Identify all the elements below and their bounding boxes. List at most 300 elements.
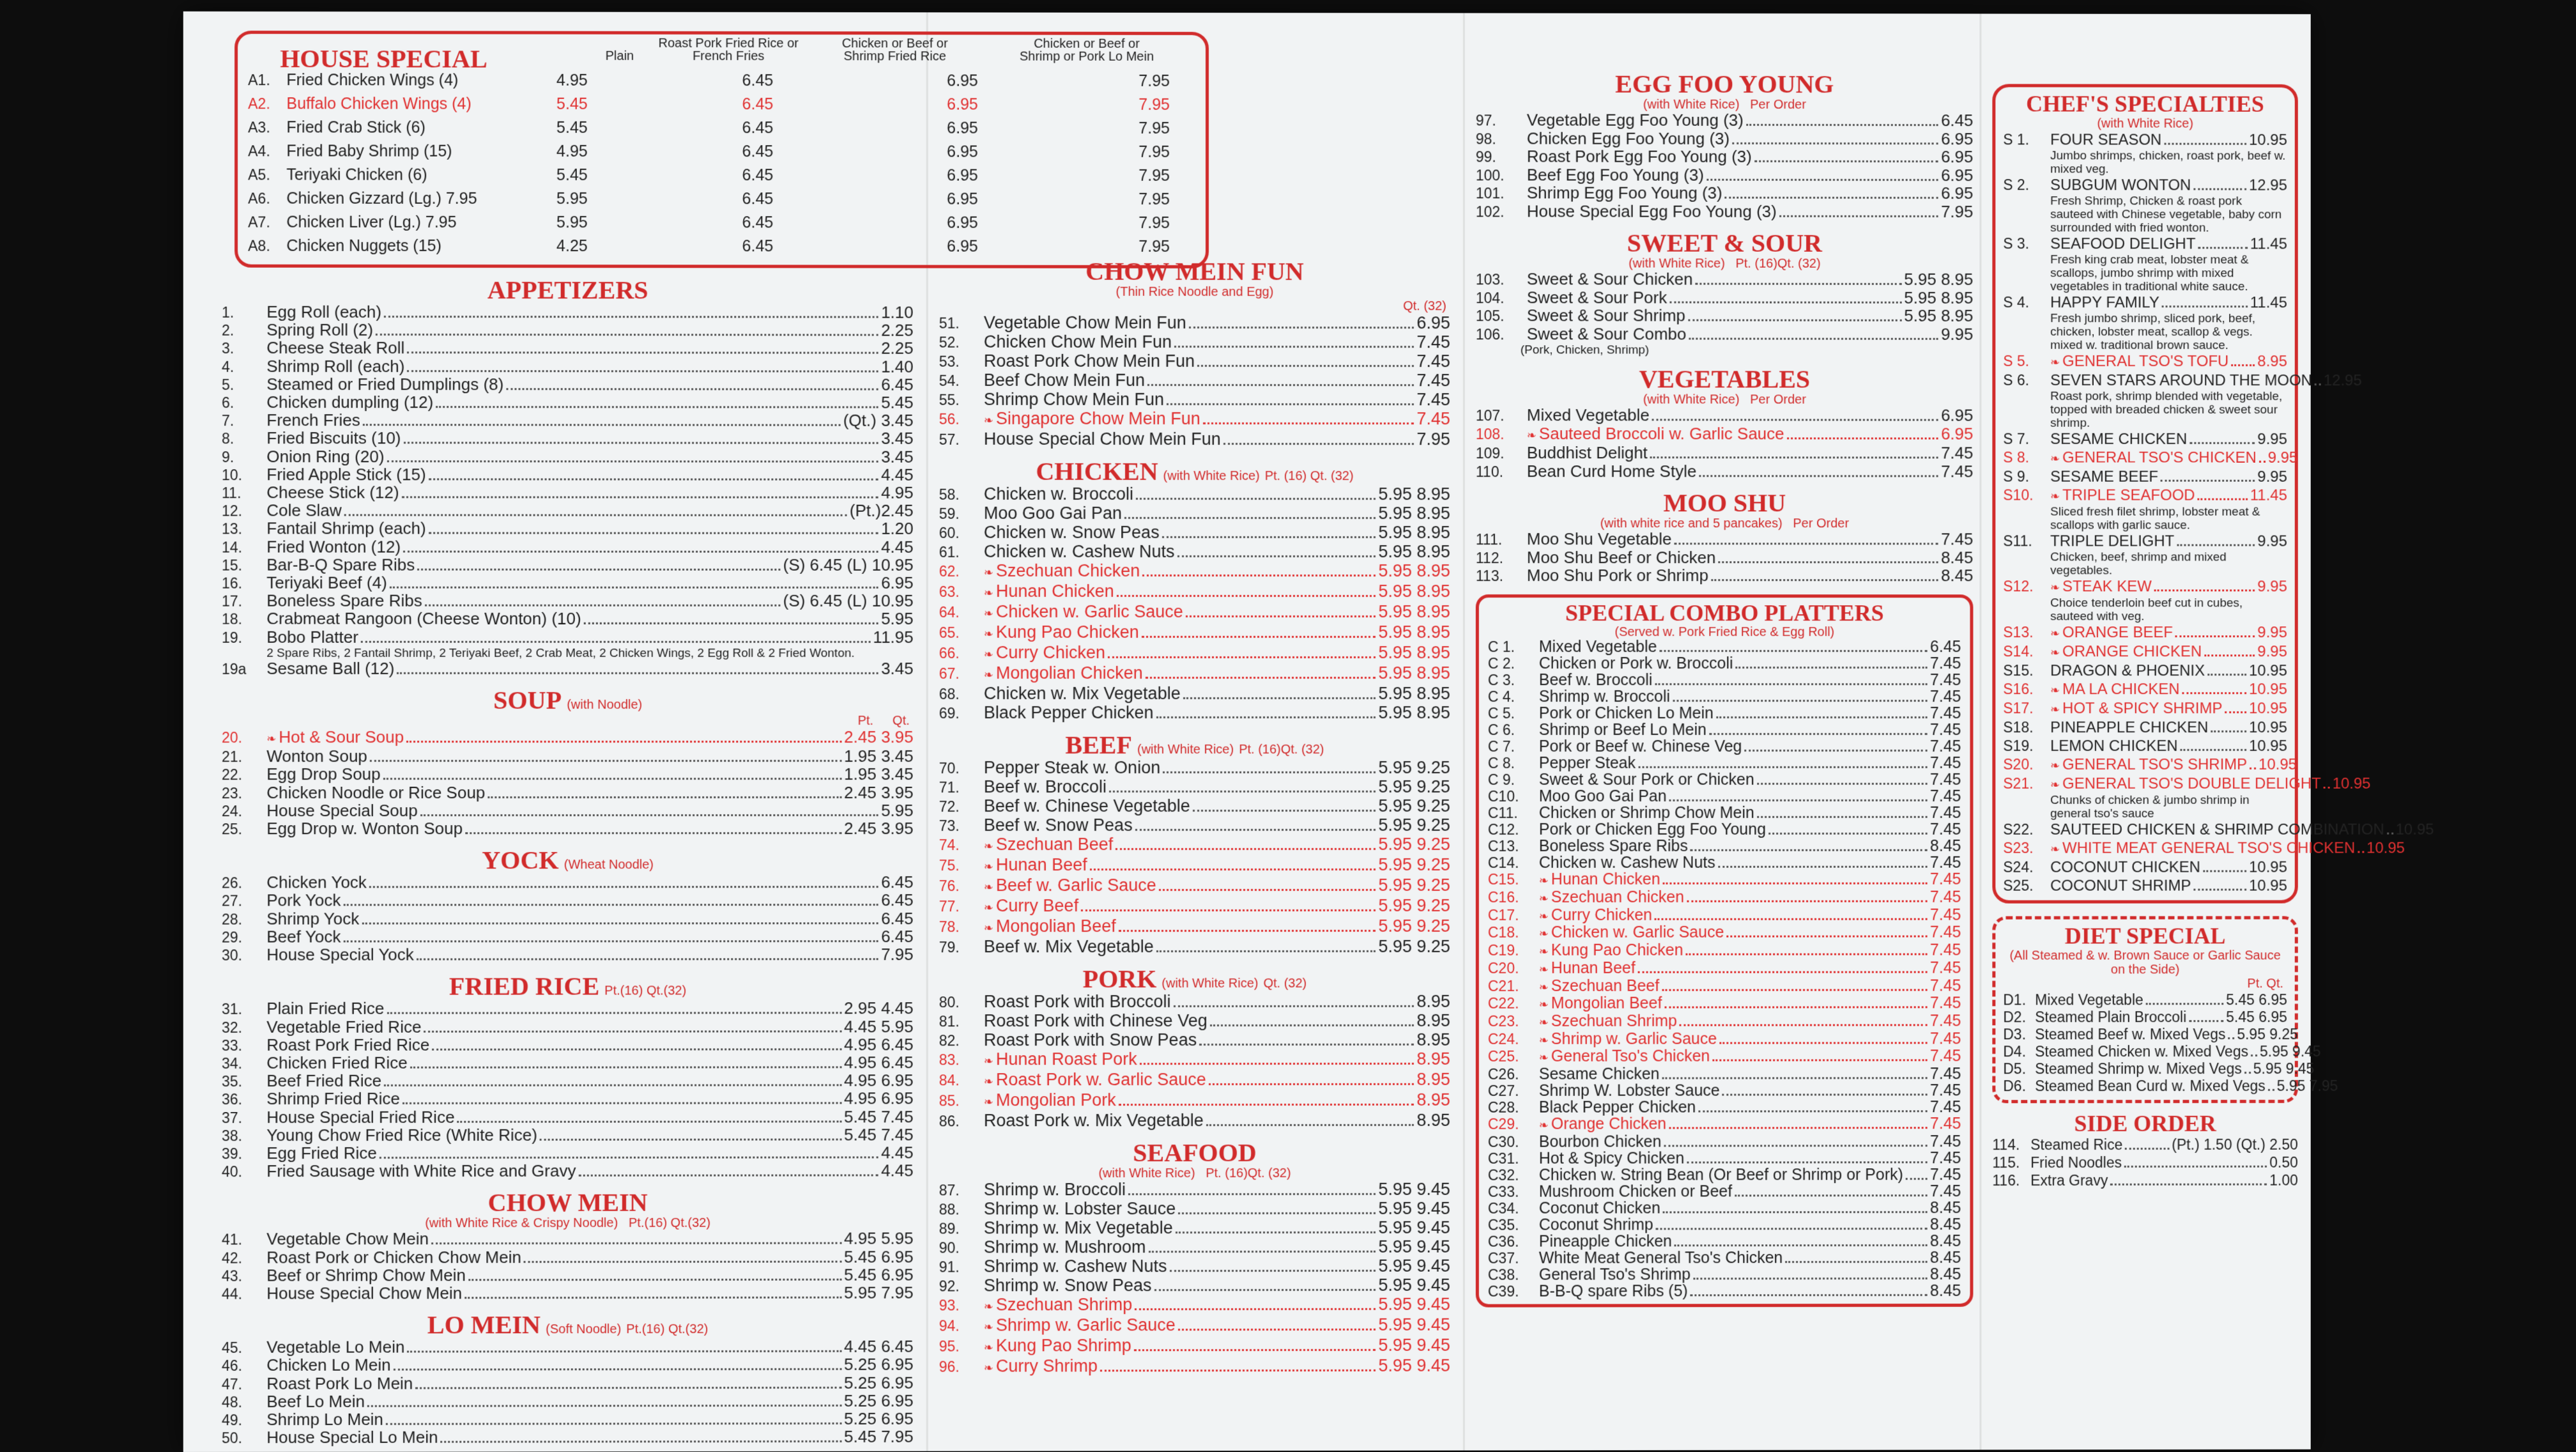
item-price: 5.95 8.95 xyxy=(1378,622,1450,642)
menu-item xyxy=(222,910,914,929)
menu-item xyxy=(248,163,1195,188)
item-name: Pork or Chicken Egg Foo Young xyxy=(1538,821,1767,839)
item-number: C25. xyxy=(1487,1048,1519,1065)
item-name: Mushroom Chicken or Beef xyxy=(1538,1182,1733,1201)
item-number: 29. xyxy=(222,929,243,946)
item-number: C24. xyxy=(1487,1030,1519,1047)
item-price: 5.95 9.45 xyxy=(1378,1355,1450,1375)
item-name: House Special Yock xyxy=(266,945,414,964)
dot-leader xyxy=(1177,555,1376,557)
dot-leader xyxy=(1736,667,1928,668)
item-number: 75. xyxy=(939,857,960,874)
item-name: Shrimp w. Broccoli xyxy=(983,1180,1126,1200)
item-name: Black Pepper Chicken xyxy=(983,702,1154,722)
vegetables-list xyxy=(1476,406,1974,481)
lo-mein-section xyxy=(222,1311,914,1448)
item-name: GENERAL TSO'S DOUBLE DELIGHT xyxy=(2062,775,2321,792)
yock-list xyxy=(222,874,914,964)
item-price: 7.95 xyxy=(1138,119,1170,137)
item-price: 10.95 xyxy=(2249,877,2287,895)
item-number: 76. xyxy=(939,877,960,895)
item-name: Mixed Vegetable xyxy=(1526,405,1650,425)
dot-leader xyxy=(2182,692,2246,694)
dot-leader xyxy=(1142,575,1376,576)
item-price: 5.95 9.45 xyxy=(2259,1042,2321,1060)
item-number: A2. xyxy=(248,95,270,112)
item-price: 5.95 8.95 xyxy=(1378,663,1450,683)
item-price: 6.45 xyxy=(881,872,914,892)
item-number: 33. xyxy=(222,1037,243,1054)
item-name: Vegetable Egg Foo Young (3) xyxy=(1526,110,1744,130)
dot-leader xyxy=(1675,1244,1928,1246)
dot-leader xyxy=(2387,832,2393,834)
item-name: Sweet & Sour Chicken xyxy=(1526,269,1693,289)
item-name: Roast Pork with Snow Peas xyxy=(983,1030,1197,1050)
item-number: 61. xyxy=(939,543,960,560)
egg-foo-young-section xyxy=(1476,70,1974,221)
dot-leader xyxy=(1746,124,1938,126)
item-price: 10.95 xyxy=(2249,737,2287,755)
dot-leader xyxy=(1745,750,1928,752)
chow-mein-list xyxy=(222,1230,914,1303)
column-header: Qt. (32) xyxy=(1263,976,1307,991)
item-price: 5.45 7.45 xyxy=(844,1106,914,1126)
subtitle-text: (with White Rice) xyxy=(1098,1166,1195,1181)
item-number: A4. xyxy=(248,143,270,160)
dot-leader xyxy=(1698,1110,1928,1112)
item-name: Hunan Roast Pork xyxy=(995,1049,1137,1069)
pepper-icon: ❧ xyxy=(2050,645,2060,659)
item-price: 11.45 xyxy=(2250,486,2287,504)
column-header: Pt. (16)Qt. (32) xyxy=(1239,742,1324,757)
item-name: Roast Pork Lo Mein xyxy=(266,1373,413,1393)
dot-leader xyxy=(407,1350,841,1353)
dot-leader xyxy=(344,514,847,516)
dot-leader xyxy=(2228,1037,2234,1039)
menu-item xyxy=(222,874,914,892)
pepper-icon: ❧ xyxy=(1538,998,1549,1011)
dot-leader xyxy=(1174,1005,1414,1007)
item-price: 5.25 6.95 xyxy=(844,1354,914,1375)
dot-leader xyxy=(1154,1289,1376,1291)
item-name: Shrimp w. Garlic Sauce xyxy=(995,1315,1176,1335)
item-name: Moo Shu Vegetable xyxy=(1526,529,1672,549)
dot-leader xyxy=(578,1175,878,1177)
dot-leader xyxy=(1135,829,1376,831)
item-number: 52. xyxy=(939,334,960,351)
item-number: 53. xyxy=(939,353,960,370)
menu-item xyxy=(1488,1250,1961,1267)
item-price: 7.45 xyxy=(1929,941,1961,959)
item-price: 11.45 xyxy=(2250,235,2287,253)
panel-right xyxy=(1992,33,2434,1430)
dot-leader xyxy=(384,1085,841,1086)
menu-item xyxy=(1488,789,1961,805)
dot-leader xyxy=(1787,437,1938,439)
item-name: Roast Pork w. Garlic Sauce xyxy=(995,1070,1206,1090)
item-number: 54. xyxy=(939,372,960,389)
menu-item xyxy=(1488,1083,1961,1099)
item-price: 10.95 xyxy=(2366,839,2405,857)
item-price: 5.95 9.45 xyxy=(1378,1275,1450,1295)
item-number: 114. xyxy=(1992,1136,2020,1154)
item-name: GENERAL TSO'S SHRIMP xyxy=(2062,755,2248,773)
item-number: 48. xyxy=(222,1393,243,1410)
dot-leader xyxy=(1223,443,1414,445)
item-price: 7.45 xyxy=(1929,671,1961,690)
item-price: 6.45 xyxy=(742,190,774,208)
house-special-list xyxy=(248,68,1195,259)
item-price: 6.95 xyxy=(947,143,978,161)
item-name: White Meat General Tso's Chicken xyxy=(1538,1248,1783,1267)
item-price: 7.45 xyxy=(1929,1132,1961,1150)
item-number: S21. xyxy=(2003,775,2034,792)
item-name: STEAK KEW xyxy=(2062,578,2152,596)
menu-item xyxy=(1488,890,1961,908)
item-price: 6.95 xyxy=(947,72,978,90)
dot-leader xyxy=(420,814,878,816)
dot-leader xyxy=(2324,787,2330,789)
item-number: 31. xyxy=(222,1001,243,1018)
dot-leader xyxy=(402,496,878,498)
subtitle-text: (with White Rice) xyxy=(1643,392,1740,407)
section-note: (Soft Noodle) xyxy=(546,1322,622,1337)
item-price: 7.45 xyxy=(1929,787,1961,806)
item-name: Hunan Chicken xyxy=(1551,870,1660,889)
menu-item xyxy=(939,1070,1450,1092)
item-number: 43. xyxy=(222,1267,243,1285)
item-name: MA LA CHICKEN xyxy=(2062,680,2180,698)
dot-leader xyxy=(2250,768,2256,769)
column-header: Qt. (32) xyxy=(1403,299,1446,314)
menu-item xyxy=(222,1054,914,1072)
menu-item xyxy=(222,1000,914,1019)
item-name: Hunan Beef xyxy=(995,855,1087,875)
item-name: Bourbon Chicken xyxy=(1538,1132,1662,1151)
item-number: 28. xyxy=(222,911,243,928)
pork-list xyxy=(939,992,1450,1131)
item-number: C23. xyxy=(1487,1012,1519,1030)
pepper-icon: ❧ xyxy=(1538,962,1549,976)
item-number: C15. xyxy=(1487,871,1519,888)
item-number: C 6. xyxy=(1487,722,1515,739)
dot-leader xyxy=(1906,1178,1928,1180)
item-price: 4.45 xyxy=(881,1161,914,1180)
item-number: 46. xyxy=(222,1357,243,1375)
fold-line xyxy=(1463,13,1465,1450)
sweet-sour-section xyxy=(1476,229,1974,357)
item-name: Moo Goo Gai Pan xyxy=(1538,787,1667,806)
section-title: EGG FOO YOUNG xyxy=(1615,69,1834,99)
item-number: 44. xyxy=(222,1285,243,1302)
menu-item xyxy=(1476,549,1974,568)
item-number: S 1. xyxy=(2003,131,2030,148)
dot-leader xyxy=(1757,783,1928,785)
pepper-icon: ❧ xyxy=(983,647,993,661)
item-number: S 4. xyxy=(2003,293,2030,311)
item-name: Egg Drop Soup xyxy=(266,764,381,784)
pepper-icon: ❧ xyxy=(1538,1016,1549,1029)
dot-leader xyxy=(2189,1020,2223,1022)
dot-leader xyxy=(1119,1104,1414,1106)
item-number: 30. xyxy=(222,946,243,964)
menu-item xyxy=(1488,1150,1961,1168)
dot-leader xyxy=(1193,810,1376,812)
item-price: 7.45 xyxy=(1929,994,1961,1012)
menu-item xyxy=(939,504,1450,523)
item-price: 10.95 xyxy=(2249,661,2287,679)
dot-leader xyxy=(2358,851,2364,853)
dot-leader xyxy=(540,1138,841,1140)
section-title: MOO SHU xyxy=(1663,488,1786,518)
dot-leader xyxy=(1687,1161,1928,1163)
menu-item xyxy=(222,1266,914,1285)
item-number: A5. xyxy=(248,166,270,183)
menu-item xyxy=(939,543,1450,562)
item-price: 6.95 xyxy=(947,237,978,256)
item-price: 1.95 3.45 xyxy=(844,746,914,766)
item-number: C27. xyxy=(1487,1082,1519,1099)
item-number: S 5. xyxy=(2003,352,2030,369)
dot-leader xyxy=(465,832,841,834)
item-price: 5.95 9.25 xyxy=(1378,757,1450,777)
item-number: 107. xyxy=(1475,407,1505,424)
item-name: PINEAPPLE CHICKEN xyxy=(2050,718,2209,736)
menu-item xyxy=(939,876,1450,897)
item-name: Sesame Chicken xyxy=(1538,1065,1660,1083)
dot-leader xyxy=(1716,716,1928,718)
menu-item xyxy=(222,892,914,911)
panel-left xyxy=(222,268,914,1448)
item-name: Chicken Fried Rice xyxy=(266,1053,408,1072)
menu-item xyxy=(222,1126,914,1145)
menu-item xyxy=(2003,876,2287,895)
dot-leader xyxy=(2207,674,2246,676)
pepper-icon: ❧ xyxy=(2050,778,2060,791)
chow-mein-fun-list xyxy=(939,314,1450,450)
item-price: 8.95 xyxy=(1416,1030,1450,1049)
menu-item xyxy=(2003,486,2287,505)
menu-item xyxy=(1488,925,1961,943)
item-price: 8.45 xyxy=(1929,1248,1961,1267)
item-price: 5.95 8.95 xyxy=(1904,305,1974,325)
dot-leader xyxy=(369,886,878,888)
moo-shu-list xyxy=(1476,530,1974,585)
item-number: 103. xyxy=(1475,271,1505,288)
item-price: 4.45 xyxy=(881,465,914,484)
menu-item xyxy=(939,704,1450,723)
item-price: 4.95 6.95 xyxy=(844,1070,914,1090)
item-name: TRIPLE DELIGHT xyxy=(2050,532,2175,550)
item-price: 1.10 xyxy=(881,302,914,322)
column-header: Plain xyxy=(605,49,634,63)
moo-shu-section xyxy=(1476,490,1974,585)
item-price: 9.95 xyxy=(1940,324,1974,344)
item-name: Bar-B-Q Spare Ribs xyxy=(266,555,415,575)
item-number: C13. xyxy=(1487,838,1519,855)
item-price: 12.95 xyxy=(2323,371,2362,389)
menu-item xyxy=(248,187,1195,211)
item-number: 60. xyxy=(939,524,960,541)
dot-leader xyxy=(1163,771,1376,773)
item-name: SUBGUM WONTON xyxy=(2050,176,2191,194)
item-number: 108. xyxy=(1475,425,1505,442)
pepper-icon: ❧ xyxy=(983,922,993,935)
item-number: 25. xyxy=(222,821,243,838)
item-name: Shrimp Chow Mein Fun xyxy=(983,389,1165,409)
menu-item xyxy=(939,603,1450,623)
dot-leader xyxy=(1183,697,1376,699)
item-name: Chicken w. Mix Vegetable xyxy=(983,683,1181,703)
menu-item xyxy=(222,610,914,628)
item-number: 7. xyxy=(222,412,234,429)
item-number: 112. xyxy=(1475,549,1503,566)
item-name: Sweet & Sour Combo xyxy=(1526,323,1687,343)
section-title xyxy=(939,732,1450,759)
item-number: C37. xyxy=(1487,1249,1519,1267)
item-number: C 9. xyxy=(1487,771,1515,789)
item-number: 86. xyxy=(939,1113,960,1130)
dot-leader xyxy=(415,1386,841,1389)
item-number: C12. xyxy=(1487,821,1519,838)
item-name: Steamed Chicken w. Mixed Vegs xyxy=(2035,1042,2249,1060)
item-price: 8.45 xyxy=(1940,566,1974,585)
fried-rice-list xyxy=(222,1000,914,1181)
dot-leader xyxy=(1156,716,1376,718)
item-name: Kung Pao Chicken xyxy=(995,622,1139,642)
item-number: C16. xyxy=(1487,888,1519,906)
dot-leader xyxy=(1638,971,1928,973)
item-price: 5.95 8.95 xyxy=(1378,602,1450,622)
menu-item xyxy=(1488,822,1961,838)
menu-item xyxy=(1476,166,1974,185)
item-name: Shrimp Fried Rice xyxy=(266,1089,401,1109)
item-number: C 4. xyxy=(1487,688,1515,706)
item-price: 7.45 xyxy=(1929,1148,1961,1167)
item-number: 23. xyxy=(222,784,243,801)
dot-leader xyxy=(1650,456,1938,458)
menu-item xyxy=(1488,1134,1961,1151)
pepper-icon: ❧ xyxy=(983,1320,993,1334)
section-subtitle xyxy=(939,1166,1450,1181)
menu-item xyxy=(2003,448,2298,467)
menu-item xyxy=(222,339,914,358)
menu-item xyxy=(222,784,914,802)
item-price: 8.45 xyxy=(1929,1215,1961,1233)
chefs-specialties-box xyxy=(1992,84,2434,903)
column-header: Roast Pork Fried Rice or French Fries xyxy=(658,36,799,64)
menu-item xyxy=(2003,838,2405,858)
item-name: ORANGE CHICKEN xyxy=(2062,643,2202,660)
item-number: 110. xyxy=(1475,463,1503,480)
menu-item xyxy=(222,575,914,593)
item-number: 80. xyxy=(939,994,960,1011)
item-name: Young Chow Fried Rice (White Rice) xyxy=(266,1125,538,1145)
item-name: Chicken Gizzard (Lg.) 7.95 xyxy=(286,189,477,208)
item-price: 8.45 xyxy=(1929,1198,1961,1217)
item-number: C28. xyxy=(1487,1099,1519,1116)
section-title: CHOW MEIN xyxy=(487,1188,648,1217)
section-title-text: CHICKEN xyxy=(1036,456,1158,486)
item-number: 81. xyxy=(939,1013,960,1030)
menu-item xyxy=(222,358,914,376)
item-price: 7.45 xyxy=(1940,461,1974,481)
item-price: 8.45 xyxy=(1929,1232,1961,1250)
item-price: 4.45 xyxy=(881,1143,914,1162)
menu-item xyxy=(939,390,1450,410)
item-name: Hunan Beef xyxy=(1551,959,1636,977)
item-price: 8.45 xyxy=(1929,1265,1961,1283)
item-price: 10.95 xyxy=(2249,718,2287,736)
dot-leader xyxy=(1189,327,1414,328)
pepper-icon: ❧ xyxy=(1526,428,1537,442)
item-name: Beef w. Chinese Vegetable xyxy=(983,796,1190,816)
item-price: 5.45 6.95 xyxy=(2226,1008,2287,1025)
item-price: 5.45 xyxy=(556,95,588,113)
item-number: 95. xyxy=(939,1338,960,1355)
menu-item xyxy=(939,1091,1450,1112)
item-price: 3.45 xyxy=(881,447,914,467)
section-note: (with White Rice) xyxy=(1163,468,1260,484)
menu-item xyxy=(939,371,1450,391)
menu-item xyxy=(1476,203,1974,221)
item-price: 10.95 xyxy=(2249,131,2287,149)
item-price: 7.45 xyxy=(1929,854,1961,872)
dot-leader xyxy=(1203,422,1414,424)
item-number: 91. xyxy=(939,1258,960,1276)
item-price: 5.45 6.95 xyxy=(2226,991,2287,1008)
item-number: D6. xyxy=(2003,1077,2027,1094)
menu-item xyxy=(939,797,1450,816)
menu-item xyxy=(939,1276,1450,1296)
item-price: 11.95 xyxy=(873,627,914,647)
dot-leader xyxy=(2198,498,2248,500)
section-subtitle xyxy=(1476,516,1974,530)
menu-item xyxy=(939,1336,1450,1357)
dot-leader xyxy=(1135,1308,1376,1310)
item-price: 5.25 6.95 xyxy=(844,1373,914,1393)
item-name: Pineapple Chicken xyxy=(1538,1232,1672,1251)
item-price: 6.45 xyxy=(881,908,914,928)
item-name: WHITE MEAT GENERAL TSO'S CHICKEN xyxy=(2062,839,2356,857)
item-price: (Pt.) 1.50 (Qt.) 2.50 xyxy=(2172,1136,2298,1154)
pork-section xyxy=(939,966,1450,1131)
pepper-icon: ❧ xyxy=(266,732,277,746)
item-price: 7.45 xyxy=(1940,443,1974,463)
item-description: Chicken, beef, shrimp and mixed vegetables. xyxy=(2050,550,2227,578)
item-price: 7.45 xyxy=(1929,704,1961,723)
item-name: Shrimp Yock xyxy=(266,909,360,929)
section-title-text: PORK xyxy=(1082,964,1157,994)
menu-item xyxy=(1488,1049,1961,1067)
item-number: D4. xyxy=(2003,1042,2027,1060)
dot-leader xyxy=(2211,730,2246,732)
item-price: 5.95 9.45 xyxy=(1378,1179,1450,1199)
item-price: 6.45 xyxy=(1940,111,1974,130)
pepper-icon: ❧ xyxy=(983,860,993,874)
item-price: 9.95 xyxy=(2257,430,2287,448)
fold-line xyxy=(1979,13,1981,1449)
item-description: 2 Spare Ribs, 2 Fantail Shrimp, 2 Teriyaki Beef, 2 Crab Meat, 2 Chicken Wings, 2 Egg Roll & 2 Fried Wonton. xyxy=(266,646,855,660)
item-name: Vegetable Fried Rice xyxy=(266,1017,422,1037)
item-price: 8.95 xyxy=(1416,1110,1450,1130)
item-price: 12.95 xyxy=(2249,176,2287,194)
item-price: 6.45 xyxy=(742,237,774,256)
item-price: 7.45 xyxy=(1929,771,1961,789)
item-number: 71. xyxy=(939,779,960,796)
dot-leader xyxy=(2198,247,2247,249)
item-name: Beef w. Broccoli xyxy=(983,777,1107,797)
